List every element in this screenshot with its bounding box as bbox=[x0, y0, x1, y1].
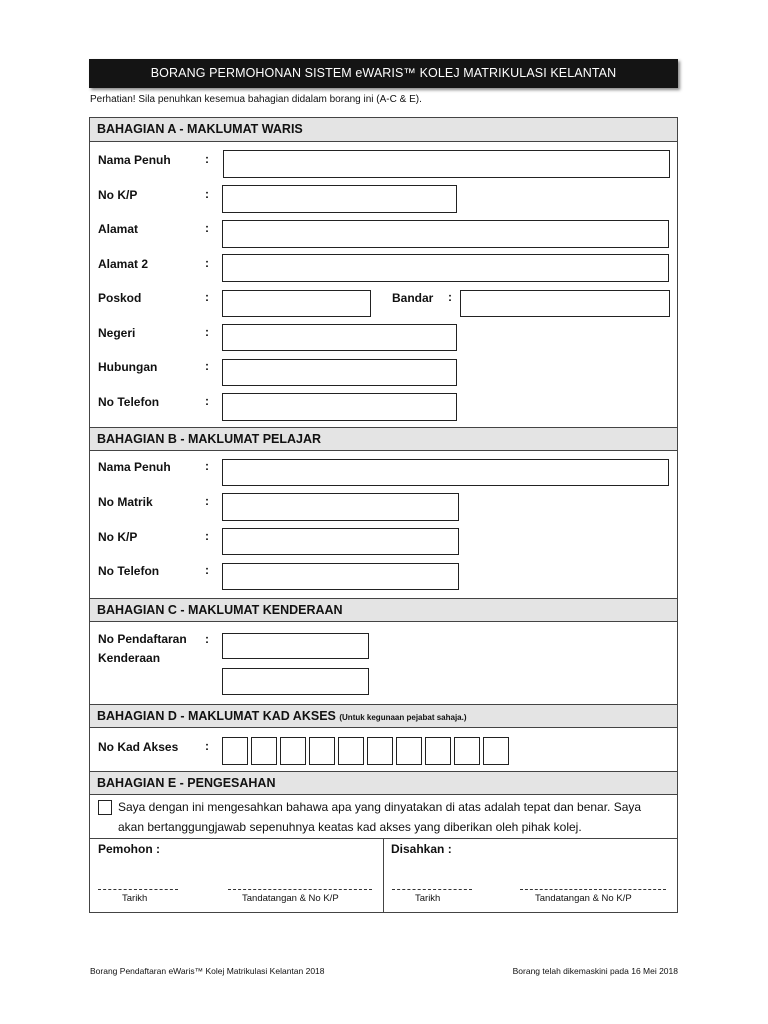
kad-akses-label: No Kad Akses bbox=[98, 740, 179, 754]
pelajar-matrik-label: No Matrik bbox=[98, 495, 153, 509]
colon: : bbox=[205, 739, 209, 753]
kad-akses-cell[interactable] bbox=[338, 737, 364, 765]
waris-nokp-label: No K/P bbox=[98, 188, 138, 202]
pelajar-nokp-input[interactable] bbox=[222, 528, 459, 555]
disahkan-signature-caption: Tandatangan & No K/P bbox=[535, 893, 632, 904]
waris-bandar-label: Bandar bbox=[392, 291, 434, 305]
kad-akses-cell[interactable] bbox=[222, 737, 248, 765]
colon: : bbox=[205, 359, 209, 373]
pemohon-tarikh-caption: Tarikh bbox=[122, 893, 148, 904]
section-b-heading: BAHAGIAN B - MAKLUMAT PELAJAR bbox=[90, 427, 677, 451]
colon: : bbox=[205, 459, 209, 473]
colon: : bbox=[205, 529, 209, 543]
colon: : bbox=[448, 290, 452, 304]
waris-poskod-label: Poskod bbox=[98, 291, 142, 305]
waris-nama-input[interactable] bbox=[223, 150, 670, 178]
section-d-title: BAHAGIAN D - MAKLUMAT KAD AKSES bbox=[97, 709, 336, 723]
form-title: BORANG PERMOHONAN SISTEM eWARIS™ KOLEJ MATRIKULASI KELANTAN bbox=[89, 59, 678, 88]
disahkan-label: Disahkan : bbox=[391, 842, 452, 856]
notice-text: Perhatian! Sila penuhkan kesemua bahagian didalam borang ini (A-C & E). bbox=[90, 94, 422, 105]
colon: : bbox=[205, 221, 209, 235]
pelajar-nokp-label: No K/P bbox=[98, 530, 138, 544]
kenderaan-input-2[interactable] bbox=[222, 668, 369, 695]
kad-akses-cell[interactable] bbox=[425, 737, 451, 765]
colon: : bbox=[205, 187, 209, 201]
waris-hubungan-label: Hubungan bbox=[98, 360, 158, 374]
waris-alamat-label: Alamat bbox=[98, 222, 139, 236]
waris-hubungan-input[interactable] bbox=[222, 359, 457, 386]
signature-column-divider bbox=[383, 838, 384, 913]
declaration-text: Saya dengan ini mengesahkan bahawa apa yang dinyatakan di atas adalah tepat dan benar. Saya akan bertanggungjawab sepenuhnya keatas kad akses yang diberikan oleh pihak kolej. bbox=[118, 800, 642, 834]
kenderaan-label-line1: No Pendaftaran bbox=[98, 632, 187, 646]
pemohon-label: Pemohon : bbox=[98, 842, 160, 856]
footer-right: Borang telah dikemaskini pada 16 Mei 2018 bbox=[512, 966, 678, 976]
pelajar-telefon-input[interactable] bbox=[222, 563, 459, 590]
kad-akses-cell[interactable] bbox=[454, 737, 480, 765]
declaration-checkbox[interactable] bbox=[98, 800, 112, 815]
pemohon-signature-line[interactable] bbox=[228, 889, 372, 890]
pemohon-tarikh-line[interactable] bbox=[98, 889, 178, 890]
footer-left: Borang Pendaftaran eWaris™ Kolej Matrikulasi Kelantan 2018 bbox=[90, 966, 325, 976]
application-form bbox=[89, 117, 678, 913]
colon: : bbox=[205, 256, 209, 270]
waris-telefon-label: No Telefon bbox=[98, 395, 160, 409]
waris-poskod-input[interactable] bbox=[222, 290, 371, 317]
kad-akses-cell[interactable] bbox=[367, 737, 393, 765]
section-e-heading: BAHAGIAN E - PENGESAHAN bbox=[90, 771, 677, 795]
waris-negeri-input[interactable] bbox=[222, 324, 457, 351]
waris-bandar-input[interactable] bbox=[460, 290, 670, 317]
pemohon-signature-caption: Tandatangan & No K/P bbox=[242, 893, 339, 904]
section-c-heading: BAHAGIAN C - MAKLUMAT KENDERAAN bbox=[90, 598, 677, 622]
pelajar-telefon-label: No Telefon bbox=[98, 564, 160, 578]
waris-alamat-input[interactable] bbox=[222, 220, 669, 248]
colon: : bbox=[205, 290, 209, 304]
kad-akses-cell[interactable] bbox=[280, 737, 306, 765]
section-a-heading: BAHAGIAN A - MAKLUMAT WARIS bbox=[90, 118, 677, 142]
disahkan-tarikh-line[interactable] bbox=[392, 889, 472, 890]
waris-alamat2-label: Alamat 2 bbox=[98, 257, 149, 271]
colon: : bbox=[205, 394, 209, 408]
waris-alamat2-input[interactable] bbox=[222, 254, 669, 282]
pelajar-nama-label: Nama Penuh bbox=[98, 460, 171, 474]
waris-telefon-input[interactable] bbox=[222, 393, 457, 421]
waris-negeri-label: Negeri bbox=[98, 326, 136, 340]
pelajar-nama-input[interactable] bbox=[222, 459, 669, 486]
kad-akses-cell[interactable] bbox=[251, 737, 277, 765]
kad-akses-cell[interactable] bbox=[483, 737, 509, 765]
colon: : bbox=[205, 325, 209, 339]
section-d-note: (Untuk kegunaan pejabat sahaja.) bbox=[339, 713, 467, 722]
colon: : bbox=[205, 563, 209, 577]
waris-nama-label: Nama Penuh bbox=[98, 153, 171, 167]
kenderaan-label-line2: Kenderaan bbox=[98, 651, 161, 665]
kad-akses-cell[interactable] bbox=[396, 737, 422, 765]
disahkan-tarikh-caption: Tarikh bbox=[415, 893, 441, 904]
section-d-heading bbox=[90, 704, 677, 728]
kenderaan-input-1[interactable] bbox=[222, 633, 369, 659]
colon: : bbox=[205, 152, 209, 166]
disahkan-signature-line[interactable] bbox=[520, 889, 666, 890]
kad-akses-cells bbox=[222, 737, 512, 765]
colon: : bbox=[205, 494, 209, 508]
pelajar-matrik-input[interactable] bbox=[222, 493, 459, 521]
colon: : bbox=[205, 632, 209, 646]
waris-nokp-input[interactable] bbox=[222, 185, 457, 213]
kad-akses-cell[interactable] bbox=[309, 737, 335, 765]
